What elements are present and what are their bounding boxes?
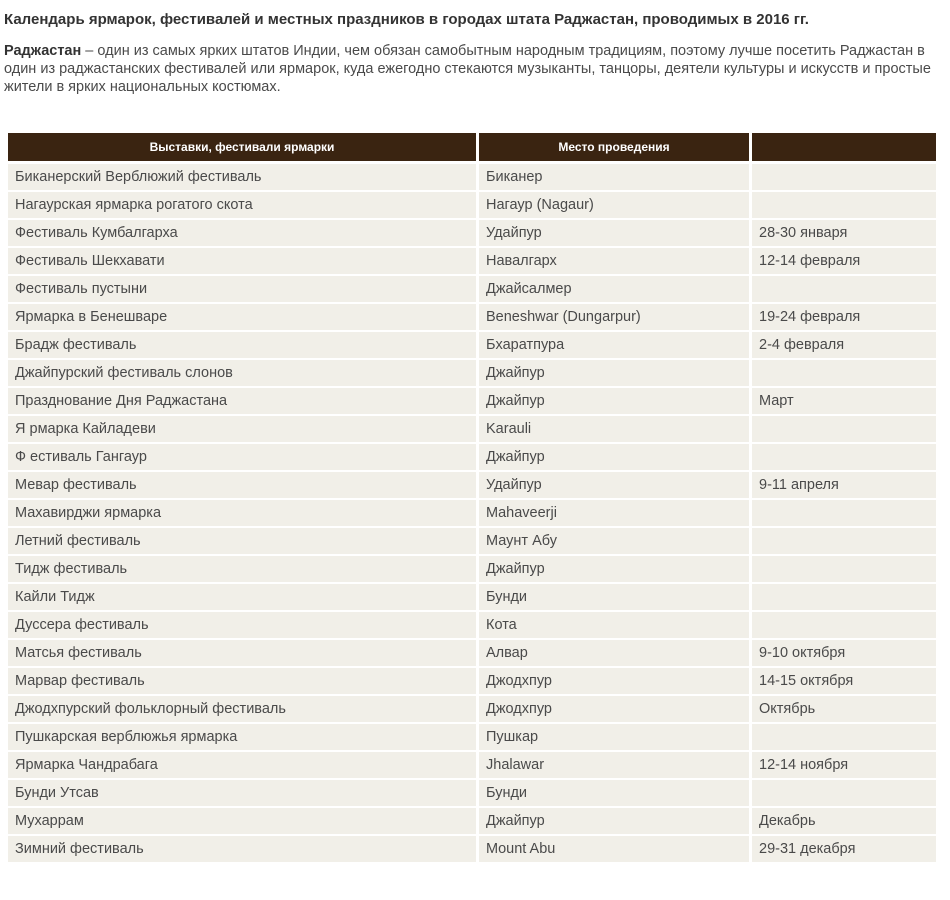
cell-event-name: Тидж фестиваль <box>8 556 476 584</box>
cell-event-name: Ярмарка Чандрабага <box>8 752 476 780</box>
cell-place: Кота <box>479 612 749 640</box>
cell-place: Удайпур <box>479 472 749 500</box>
cell-place: Джайпур <box>479 444 749 472</box>
cell-date: Октябрь <box>752 696 936 724</box>
cell-event-name: Фестиваль Шекхавати <box>8 248 476 276</box>
cell-event-name: Бунди Утсав <box>8 780 476 808</box>
table-row <box>8 808 936 836</box>
table-row <box>8 444 936 472</box>
cell-place: Бхаратпура <box>479 332 749 360</box>
header-place: Место проведения <box>479 133 749 164</box>
cell-date: 9-11 апреля <box>752 472 936 500</box>
cell-place: Нагаур (Nagaur) <box>479 192 749 220</box>
table-row <box>8 500 936 528</box>
table-row <box>8 836 936 864</box>
cell-date <box>752 780 936 808</box>
table-row <box>8 584 936 612</box>
cell-event-name: Летний фестиваль <box>8 528 476 556</box>
cell-event-name: Джайпурский фестиваль слонов <box>8 360 476 388</box>
cell-event-name: Мухаррам <box>8 808 476 836</box>
table-row <box>8 528 936 556</box>
cell-event-name: Празднование Дня Раджастана <box>8 388 476 416</box>
table-row <box>8 640 936 668</box>
cell-date <box>752 192 936 220</box>
cell-date: 9-10 октября <box>752 640 936 668</box>
table-row <box>8 780 936 808</box>
cell-event-name: Биканерский Верблюжий фестиваль <box>8 164 476 192</box>
cell-event-name: Я рмарка Кайладеви <box>8 416 476 444</box>
cell-event-name: Фестиваль пустыни <box>8 276 476 304</box>
cell-date <box>752 360 936 388</box>
cell-date: 2-4 февраля <box>752 332 936 360</box>
table-row <box>8 668 936 696</box>
cell-event-name: Ярмарка в Бенешваре <box>8 304 476 332</box>
cell-place: Удайпур <box>479 220 749 248</box>
cell-place: Джайпур <box>479 388 749 416</box>
cell-event-name: Брадж фестиваль <box>8 332 476 360</box>
header-date <box>752 133 936 164</box>
cell-place: Karauli <box>479 416 749 444</box>
cell-date: Декабрь <box>752 808 936 836</box>
header-events: Выставки, фестивали ярмарки <box>8 133 476 164</box>
intro-text: – один из самых ярких штатов Индии, чем обязан самобытным народным традициям, поэтому лучше посетить Раджастан в один из раджастанских фестивалей или ярмарок, куда ежегодно стекаются музыканты, танцоры, деятели культуры и искусств и простые жители в ярких национальных костюмах. <box>4 43 931 95</box>
cell-event-name: Зимний фестиваль <box>8 836 476 864</box>
cell-date: 12-14 ноября <box>752 752 936 780</box>
table-row <box>8 724 936 752</box>
cell-place: Джайпур <box>479 808 749 836</box>
cell-place: Джодхпур <box>479 668 749 696</box>
cell-date <box>752 500 936 528</box>
cell-date: 19-24 февраля <box>752 304 936 332</box>
cell-place: Бунди <box>479 780 749 808</box>
cell-place: Пушкар <box>479 724 749 752</box>
page-title: Календарь ярмарок, фестивалей и местных праздников в городах штата Раджастан, проводимых в 2016 гг. <box>4 11 809 28</box>
intro-paragraph <box>4 42 944 96</box>
table-row <box>8 304 936 332</box>
cell-date <box>752 164 936 192</box>
intro-bold-term: Раджастан <box>4 43 82 59</box>
cell-event-name: Мевар фестиваль <box>8 472 476 500</box>
cell-event-name: Джодхпурский фольклорный фестиваль <box>8 696 476 724</box>
cell-event-name: Кайли Тидж <box>8 584 476 612</box>
cell-place: Beneshwar (Dungarpur) <box>479 304 749 332</box>
table-row <box>8 472 936 500</box>
cell-place: Биканер <box>479 164 749 192</box>
events-table <box>5 133 939 864</box>
table-row <box>8 612 936 640</box>
cell-date <box>752 612 936 640</box>
table-row <box>8 276 936 304</box>
cell-date: 28-30 января <box>752 220 936 248</box>
cell-place: Mount Abu <box>479 836 749 864</box>
cell-date: 29-31 декабря <box>752 836 936 864</box>
cell-date <box>752 584 936 612</box>
table-row <box>8 696 936 724</box>
cell-date <box>752 528 936 556</box>
cell-place: Джайсалмер <box>479 276 749 304</box>
cell-place: Jhalawar <box>479 752 749 780</box>
cell-date <box>752 556 936 584</box>
cell-date <box>752 444 936 472</box>
cell-event-name: Фестиваль Кумбалгарха <box>8 220 476 248</box>
table-row <box>8 192 936 220</box>
cell-place: Бунди <box>479 584 749 612</box>
cell-date <box>752 724 936 752</box>
cell-event-name: Нагаурская ярмарка рогатого скота <box>8 192 476 220</box>
cell-place: Джодхпур <box>479 696 749 724</box>
table-row <box>8 164 936 192</box>
cell-event-name: Пушкарская верблюжья ярмарка <box>8 724 476 752</box>
cell-place: Алвар <box>479 640 749 668</box>
cell-place: Mahaveerji <box>479 500 749 528</box>
table-row <box>8 752 936 780</box>
cell-date: 14-15 октября <box>752 668 936 696</box>
table-row <box>8 556 936 584</box>
cell-event-name: Дуссера фестиваль <box>8 612 476 640</box>
cell-date: Март <box>752 388 936 416</box>
table-header-row <box>8 133 936 164</box>
cell-event-name: Ф естиваль Гангаур <box>8 444 476 472</box>
cell-event-name: Махавирджи ярмарка <box>8 500 476 528</box>
cell-date: 12-14 февраля <box>752 248 936 276</box>
cell-date <box>752 276 936 304</box>
table-row <box>8 220 936 248</box>
table-row <box>8 388 936 416</box>
cell-place: Навалгарх <box>479 248 749 276</box>
cell-date <box>752 416 936 444</box>
cell-place: Джайпур <box>479 360 749 388</box>
cell-event-name: Марвар фестиваль <box>8 668 476 696</box>
table-row <box>8 360 936 388</box>
table-row <box>8 248 936 276</box>
table-row <box>8 416 936 444</box>
table-row <box>8 332 936 360</box>
cell-place: Маунт Абу <box>479 528 749 556</box>
cell-place: Джайпур <box>479 556 749 584</box>
cell-event-name: Матсья фестиваль <box>8 640 476 668</box>
